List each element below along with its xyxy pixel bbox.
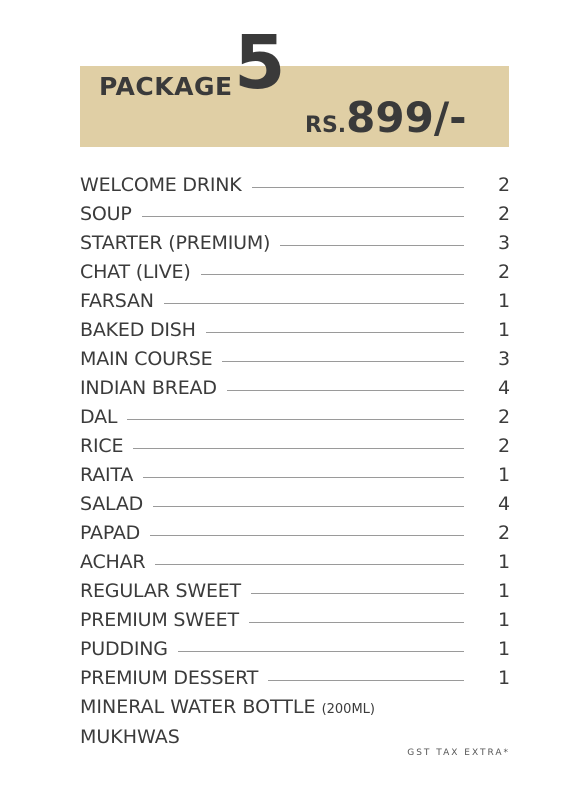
menu-item-row bbox=[80, 431, 510, 460]
menu-item-quantity: 1 bbox=[498, 550, 511, 573]
leader-line bbox=[133, 448, 464, 449]
leader-line bbox=[150, 535, 464, 536]
menu-item-name: ACHAR bbox=[80, 550, 146, 573]
menu-item-row bbox=[80, 663, 510, 692]
menu-item-row bbox=[80, 170, 510, 199]
leader-line bbox=[127, 419, 464, 420]
menu-item-name: MAIN COURSE bbox=[80, 347, 213, 370]
menu-item-name: DAL bbox=[80, 405, 118, 428]
menu-item-row bbox=[80, 257, 510, 286]
water-bottle-line bbox=[80, 696, 375, 718]
menu-item-row bbox=[80, 373, 510, 402]
menu-item-name: STARTER (PREMIUM) bbox=[80, 231, 271, 254]
package-title: PACKAGE bbox=[99, 72, 233, 101]
menu-item-name: PAPAD bbox=[80, 521, 141, 544]
menu-item-quantity: 1 bbox=[498, 608, 511, 631]
leader-line bbox=[153, 506, 464, 507]
menu-item-name: PREMIUM SWEET bbox=[80, 608, 239, 631]
menu-item-name: WELCOME DRINK bbox=[80, 173, 242, 196]
menu-item-row bbox=[80, 634, 510, 663]
menu-item-name: RICE bbox=[80, 434, 124, 457]
menu-item-name: INDIAN BREAD bbox=[80, 376, 217, 399]
leader-line bbox=[222, 361, 464, 362]
leader-line bbox=[164, 303, 464, 304]
leader-line bbox=[142, 216, 464, 217]
menu-item-row bbox=[80, 576, 510, 605]
menu-item-quantity: 2 bbox=[498, 434, 511, 457]
menu-item-quantity: 2 bbox=[498, 521, 511, 544]
menu-item-name: PUDDING bbox=[80, 637, 168, 660]
mukhwas-line: MUKHWAS bbox=[80, 726, 180, 748]
water-bottle-size: (200ML) bbox=[321, 702, 375, 717]
menu-item-row bbox=[80, 315, 510, 344]
price-amount: 899/- bbox=[346, 93, 467, 142]
menu-item-row bbox=[80, 402, 510, 431]
menu-item-quantity: 4 bbox=[498, 492, 511, 515]
menu-item-quantity: 1 bbox=[498, 637, 511, 660]
water-bottle-label: MINERAL WATER BOTTLE bbox=[80, 696, 316, 718]
menu-item-quantity: 1 bbox=[498, 318, 511, 341]
menu-item-name: RAITA bbox=[80, 463, 134, 486]
menu-item-row bbox=[80, 489, 510, 518]
menu-item-name: CHAT (LIVE) bbox=[80, 260, 191, 283]
menu-item-quantity: 2 bbox=[498, 202, 511, 225]
leader-line bbox=[155, 564, 464, 565]
menu-item-row bbox=[80, 547, 510, 576]
menu-item-quantity: 1 bbox=[498, 579, 511, 602]
menu-item-quantity: 2 bbox=[498, 405, 511, 428]
menu-item-quantity: 3 bbox=[498, 231, 511, 254]
menu-item-quantity: 4 bbox=[498, 376, 511, 399]
leader-line bbox=[268, 680, 464, 681]
menu-item-row bbox=[80, 199, 510, 228]
menu-item-quantity: 3 bbox=[498, 347, 511, 370]
menu-item-row bbox=[80, 605, 510, 634]
menu-item-row bbox=[80, 344, 510, 373]
menu-item-quantity: 2 bbox=[498, 260, 511, 283]
menu-item-row bbox=[80, 286, 510, 315]
menu-item-row bbox=[80, 228, 510, 257]
menu-item-quantity: 1 bbox=[498, 666, 511, 689]
menu-list bbox=[80, 170, 510, 692]
menu-item-name: REGULAR SWEET bbox=[80, 579, 241, 602]
leader-line bbox=[227, 390, 464, 391]
leader-line bbox=[206, 332, 464, 333]
menu-item-name: SALAD bbox=[80, 492, 144, 515]
menu-item-quantity: 2 bbox=[498, 173, 511, 196]
menu-item-quantity: 1 bbox=[498, 463, 511, 486]
package-price bbox=[305, 93, 467, 142]
price-prefix: RS. bbox=[305, 113, 347, 138]
menu-item-name: BAKED DISH bbox=[80, 318, 196, 341]
menu-item-row bbox=[80, 518, 510, 547]
leader-line bbox=[201, 274, 464, 275]
menu-item-quantity: 1 bbox=[498, 289, 511, 312]
gst-tax-note: GST TAX EXTRA* bbox=[407, 748, 510, 758]
leader-line bbox=[249, 622, 464, 623]
leader-line bbox=[143, 477, 464, 478]
menu-item-name: PREMIUM DESSERT bbox=[80, 666, 259, 689]
leader-line bbox=[251, 593, 464, 594]
menu-item-name: FARSAN bbox=[80, 289, 154, 312]
leader-line bbox=[280, 245, 464, 246]
menu-item-row bbox=[80, 460, 510, 489]
package-number: 5 bbox=[234, 20, 286, 106]
leader-line bbox=[252, 187, 464, 188]
leader-line bbox=[178, 651, 464, 652]
menu-item-name: SOUP bbox=[80, 202, 132, 225]
